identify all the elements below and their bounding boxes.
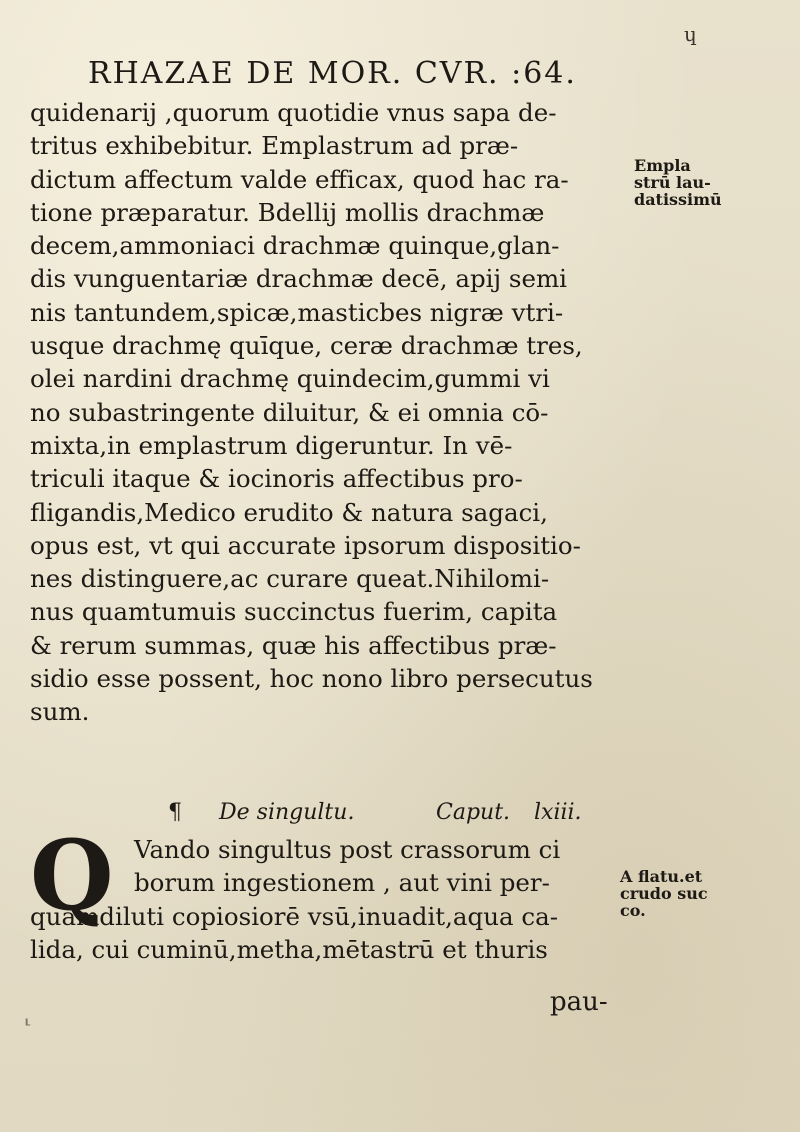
drop-cap-initial: Q [30,819,114,932]
chapter-number: lxiii. [534,800,582,825]
text-line: dis vunguentariæ drachmæ decē, apij semi [30,264,568,294]
text-line: nis tantundem,spicæ,masticbes nigræ vtri- [30,297,564,327]
running-header: RHAZAE DE MOR. CVR. :64. [88,56,577,91]
chapter-text-block [30,819,630,966]
foot-mark: ⸤ [24,1004,32,1028]
margin-note-emplastrum [634,157,722,208]
margin-note-line: strū lau- [634,173,711,192]
text-line: usque drachmę quīque, ceræ drachmæ tres, [30,331,583,361]
text-line: triculi itaque & iocinoris affectibus pro- [30,464,523,494]
margin-note-line: Empla [634,156,691,175]
caput-label: Caput. [436,800,511,825]
text-line: & rerum summas, quæ his affectibus præ- [30,630,557,660]
text-line: opus est, vt qui accurate ipsorum dispositio- [30,530,581,560]
text-line: Vando singultus post crassorum ci [134,835,561,864]
margin-note-line: A flatu.et [620,867,703,886]
text-line: mixta,in emplastrum digeruntur. In vē- [30,430,513,460]
text-line: lida, cui cuminū,metha,mētastrū et thuris [30,934,548,964]
text-line: sum. [30,697,90,727]
text-line: decem,ammoniaci drachmæ quinque,glan- [30,231,560,261]
text-line: tione præparatur. Bdellij mollis drachmæ [30,197,545,227]
text-line: tritus exhibebitur. Emplastrum ad præ- [30,131,519,161]
pilcrow-mark: ¶ [168,800,182,825]
text-line: dictum affectum valde efficax, quod hac ra- [30,164,569,194]
chapter-title: De singultu. [219,800,355,825]
text-line: fligandis,Medico erudito & natura sagaci, [30,497,548,527]
text-line: quamdiluti copiosiorē vsū,inuadit,aqua ca- [30,901,559,931]
text-line: borum ingestionem , aut vini per- [134,868,550,898]
text-line: quidenarij ,quorum quotidie vnus sapa de- [30,98,557,127]
margin-note-line: co. [620,901,646,920]
catchword: pau- [550,987,608,1017]
corner-mark: ɥ [684,22,697,46]
margin-note-line: datissimū [634,190,722,209]
margin-note-flatu [620,868,708,919]
main-text-block [30,96,630,729]
text-line: sidio esse possent, hoc nono libro persecutus [30,664,593,694]
text-line: olei nardini drachmę quindecim,gummi vi [30,364,550,394]
text-line: nus quamtumuis succinctus fuerim, capita [30,597,558,627]
text-line: nes distinguere,ac curare queat.Nihilomi- [30,564,550,594]
chapter-heading [168,800,628,825]
margin-note-line: crudo suc [620,884,708,903]
text-line: no subastringente diluitur, & ei omnia cō- [30,397,549,427]
